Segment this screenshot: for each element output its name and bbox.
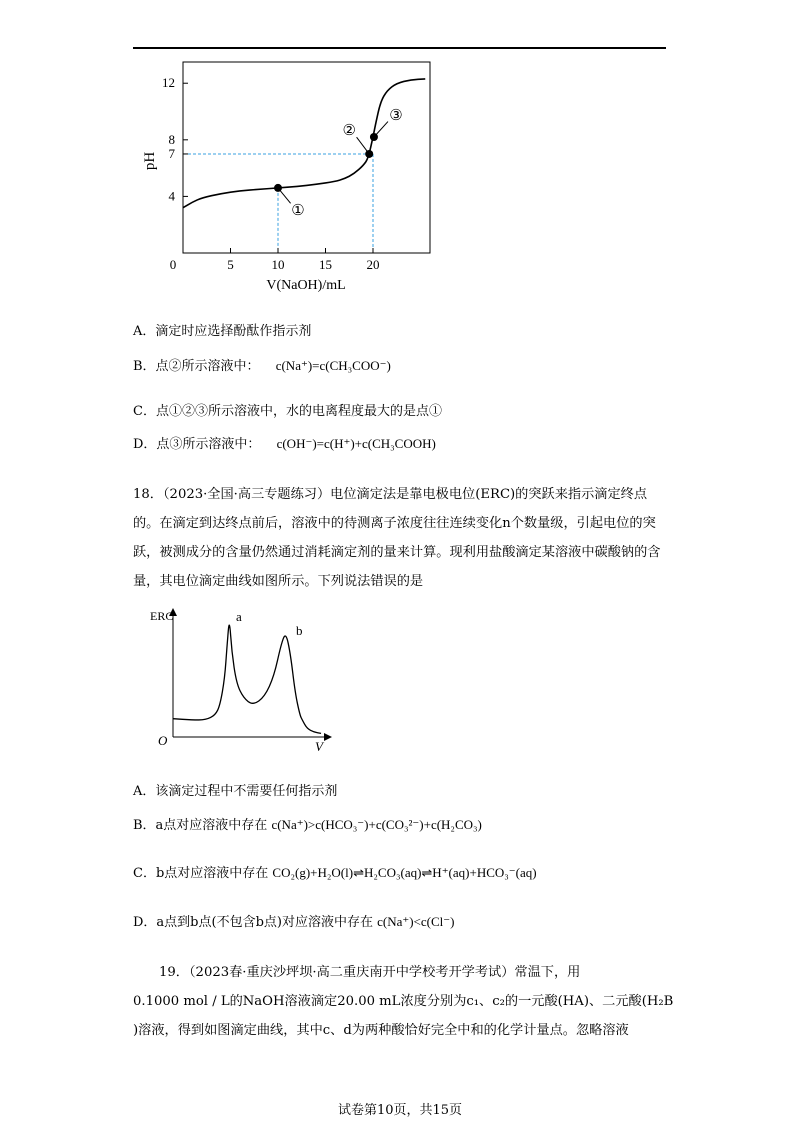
q18-option-a: A．该滴定过程中不需要任何指示剂 xyxy=(133,784,338,799)
y-tick-label: 4 xyxy=(168,188,175,204)
ph-curve xyxy=(183,79,425,208)
erc-y-label: ERC xyxy=(150,609,174,623)
point-label: ② xyxy=(342,122,356,139)
point-label: ③ xyxy=(389,107,403,124)
y-tick-label: 12 xyxy=(162,75,175,91)
q17-option-b-text: B．点②所示溶液中： xyxy=(133,359,260,374)
x-tick-label: 20 xyxy=(366,257,380,272)
erc-curve xyxy=(173,625,321,733)
plot-frame xyxy=(183,62,430,253)
x-tick-label: 10 xyxy=(271,257,285,272)
erc-titration-chart xyxy=(150,600,350,760)
q17-option-d-formula: c(OH⁻)=c(H⁺)+c(CH₃COOH) xyxy=(276,436,436,451)
q19-stem xyxy=(133,958,699,1045)
peak-label-b: b xyxy=(296,623,303,638)
callout-line xyxy=(278,188,291,203)
x-tick-label: 5 xyxy=(227,257,234,272)
q18-option-c-formula: CO₂(g)+H₂O(l)⇌H₂CO₃(aq)⇌H⁺(aq)+HCO₃⁻(aq) xyxy=(272,865,537,880)
q17-option-c: C．点①②③所示溶液中，水的电离程度最大的是点① xyxy=(133,404,442,419)
ph-titration-chart xyxy=(130,55,450,300)
q17-option-d-text: D．点③所示溶液中： xyxy=(133,437,261,452)
q19-line-3: )溶液，得到如图滴定曲线，其中c、d为两种酸恰好完全中和的化学计量点。忽略溶液 xyxy=(133,1023,629,1038)
top-rule xyxy=(133,47,666,49)
data-point xyxy=(365,150,373,158)
x-axis-label: V(NaOH)/mL xyxy=(266,278,346,293)
q18-option-d xyxy=(133,913,454,932)
y-axis-label: pH xyxy=(142,151,158,171)
point-label: ① xyxy=(291,202,305,219)
erc-x-label: V xyxy=(315,739,323,754)
q18-option-c xyxy=(133,864,537,883)
q19-line-1: 19．（2023春·重庆沙坪坝·高二重庆南开中学校考开学考试）常温下，用 xyxy=(159,965,581,980)
q18-option-b-formula: c(Na⁺)>c(HCO₃⁻)+c(CO₃²⁻)+c(H₂CO₃) xyxy=(271,817,482,832)
q18-option-d-formula: c(Na⁺)<c(Cl⁻) xyxy=(377,914,455,929)
y-tick-label: 8 xyxy=(168,131,175,147)
q17-option-d xyxy=(133,435,436,454)
q19-line-2: 0.1000 mol / L的NaOH溶液滴定20.00 mL浓度分别为c₁、c₂的一元酸(HA)、二元酸(H₂B xyxy=(133,994,674,1009)
peak-label-a: a xyxy=(236,609,242,624)
erc-origin-label: O xyxy=(158,733,168,748)
q17-option-b xyxy=(133,357,391,376)
q18-option-d-text: D．a点到b点(不包含b点)对应溶液中存在 xyxy=(133,915,373,930)
x-tick-label: 15 xyxy=(319,257,332,272)
q18-option-b-text: B．a点对应溶液中存在 xyxy=(133,818,268,833)
callout-line xyxy=(357,137,370,154)
x-tick-label: 0 xyxy=(169,257,177,272)
q18-stem: 18．（2023·全国·高三专题练习）电位滴定法是靠电极电位(ERC)的突跃来指示滴定终点的。在滴定到达终点前后，溶液中的待测离子浓度往往连续变化n个数量级，引起电位的突跃，被测成分的含量仍然通过消耗滴定剂的量来计算。现利用盐酸滴定某溶液中碳酸钠的含量，其电位滴定曲线如图所示。下列说法错误的是 xyxy=(133,487,661,589)
page-footer: 试卷第10页，共15页 xyxy=(337,1103,463,1118)
q18-option-b xyxy=(133,816,482,835)
q17-option-a: A．滴定时应选择酚酞作指示剂 xyxy=(133,324,312,339)
q18-option-c-text: C．b点对应溶液中存在 xyxy=(133,866,269,881)
q17-option-b-formula: c(Na⁺)=c(CH₃COO⁻) xyxy=(275,358,391,373)
y-tick-label: 7 xyxy=(168,145,175,161)
